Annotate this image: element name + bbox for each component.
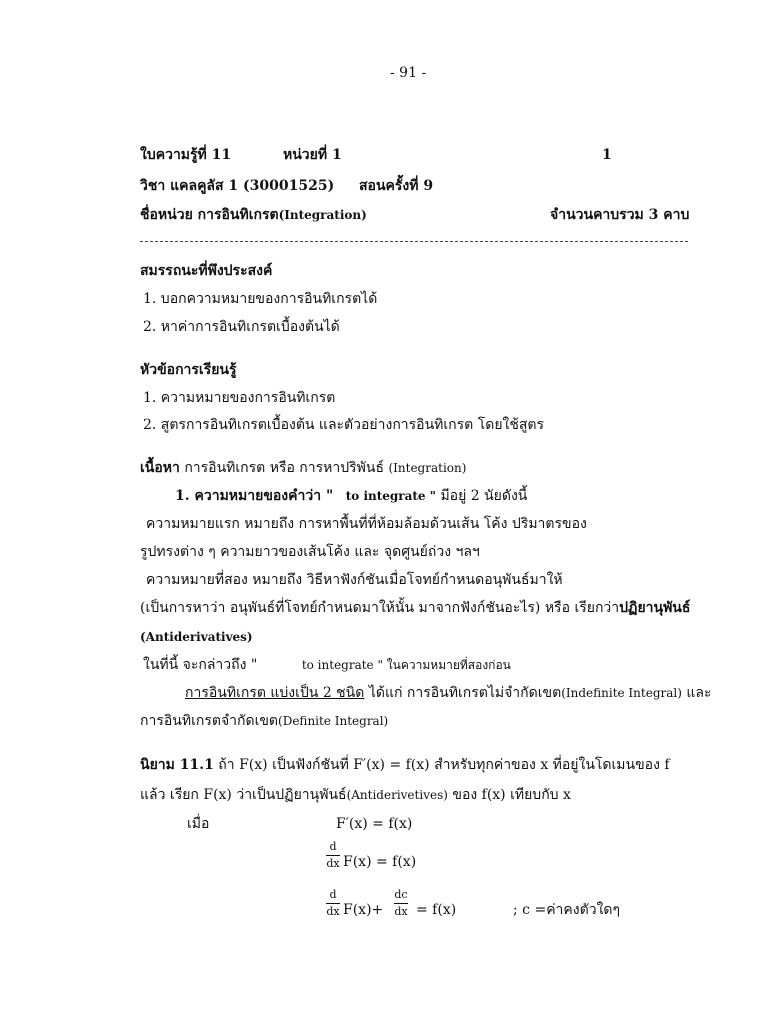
content-line-text: การอินทิเกรตจำกัดเขต (140, 713, 279, 729)
fraction-d-dx (326, 840, 340, 871)
content-line (140, 712, 388, 730)
fraction-denominator: dx (394, 905, 408, 918)
content-line-text: (เป็นการหาว่า อนุพันธ์ที่โจทย์กำหนดมาให้นั้น มาจากฟังก์ชันอะไร) หรือ เรียกว่า (140, 600, 620, 616)
equation-3-rest: = f(x) (416, 902, 457, 918)
constant-note: ; c =ค่าคงตัวใดๆ (513, 902, 621, 918)
meaning-rest: มีอยู่ 2 นัยดังนี้ (440, 488, 528, 504)
content-label: เนื้อหา (140, 460, 180, 476)
indefinite-integral-en: (Indefinite Integral) (561, 686, 682, 700)
unit-name (140, 206, 367, 224)
definition-text: แล้ว เรียก F(x) ว่าเป็นปฏิยานุพันธ์ (140, 787, 347, 803)
unit-name-en: (Integration) (278, 208, 367, 222)
meaning-heading-text: 1. ความหมายของคำว่า " (175, 488, 334, 504)
when-label: เมื่อ (187, 816, 210, 832)
fraction-denominator: dx (326, 905, 340, 918)
topics-heading: หัวข้อการเรียนรู้ (140, 362, 237, 378)
fraction-denominator: dx (326, 857, 340, 870)
content-line: ความหมายที่สอง หมายถึง วิธีหาฟังก์ชันเมื่อโจทย์กำหนดอนุพันธ์มาให้ (146, 572, 563, 588)
fraction-bar (394, 903, 408, 904)
content-intro-en: (Integration) (388, 461, 467, 475)
meaning-term: to integrate " (345, 489, 436, 503)
definition-text: ของ f(x) เทียบกับ x (452, 787, 571, 803)
unit-number: 1 (602, 147, 612, 163)
objective-item: 1. บอกความหมายของการอินทิเกรตได้ (143, 291, 378, 307)
equation-1: F′(x) = f(x) (336, 816, 413, 832)
content-line (185, 684, 712, 702)
content-line: ความหมายแรก หมายถึง การหาพื้นที่ที่ห้อมล้อมด้วนเส้น โค้ง ปริมาตรของ (146, 516, 587, 532)
topic-item: 1. ความหมายของการอินทิเกรต (143, 390, 336, 406)
integration-types: การอินทิเกรต แบ่งเป็น 2 ชนิด (185, 685, 365, 701)
definition-line (140, 786, 571, 804)
periods-label: จำนวนคาบรวม 3 คาบ (550, 207, 690, 223)
unit-label: หน่วยที่ 1 (283, 147, 342, 163)
unit-name-th: ชื่อหน่วย การอินทิเกรต (140, 207, 279, 223)
content-line (143, 656, 511, 674)
content-intro-text: การอินทิเกรต หรือ การหาปริพันธ์ (184, 460, 385, 476)
lesson-label: สอนครั้งที่ 9 (359, 178, 434, 194)
content-line-text: ในที่นี้ จะกล่าวถึง " (143, 657, 258, 673)
definition-text: ถ้า F(x) เป็นฟังก์ชันที่ F′(x) = f(x) สำหรับทุกค่าของ x ที่อยู่ในโดเมนของ f (218, 757, 670, 773)
definition-line (140, 756, 670, 774)
antiderivatives-en: (Antiderivatives) (140, 630, 253, 644)
content-line: รูปทรงต่าง ๆ ความยาวของเส้นโค้ง และ จุดศูนย์ถ่วง ฯลฯ (140, 544, 480, 560)
content-line (140, 599, 690, 617)
fraction-bar (326, 903, 340, 904)
content-line-term: to integrate " ในความหมายที่สองก่อน (301, 658, 511, 672)
meaning-heading (175, 487, 527, 505)
content-line-text: ได้แก่ การอินทิเกรตไม่จำกัดเขต (368, 685, 562, 701)
divider (140, 241, 688, 242)
definite-integral-en: (Definite Integral) (278, 714, 389, 728)
content-intro (140, 459, 466, 477)
objective-item: 2. หาค่าการอินทิเกรตเบื้องต้นได้ (143, 319, 340, 335)
fraction-dc-dx (394, 888, 408, 919)
definition-label: นิยาม 11.1 (140, 757, 214, 773)
fraction-numerator: d (329, 840, 337, 853)
fraction-numerator: dc (394, 888, 408, 901)
equation-2: F(x) = f(x) (343, 854, 417, 870)
fraction-d-dx (326, 888, 340, 919)
page-number: - 91 - (390, 65, 427, 81)
sheet-title: ใบความรู้ที่ 11 (140, 147, 232, 163)
topic-item: 2. สูตรการอินทิเกรตเบื้องต้น และตัวอย่างการอินทิเกรต โดยใช้สูตร (143, 417, 545, 433)
equation-3-mid: F(x)+ (343, 902, 384, 918)
subject-label: วิชา แคลคูลัส 1 (30001525) (140, 178, 335, 194)
antiderivetives-en: (Antiderivetives) (346, 788, 448, 802)
objectives-heading: สมรรถนะที่พึงประสงค์ (140, 263, 273, 279)
fraction-numerator: d (329, 888, 337, 901)
fraction-bar (326, 855, 340, 856)
antiderivative-term: ปฏิยานุพันธ์ (619, 600, 691, 616)
content-line-end: และ (686, 685, 712, 701)
